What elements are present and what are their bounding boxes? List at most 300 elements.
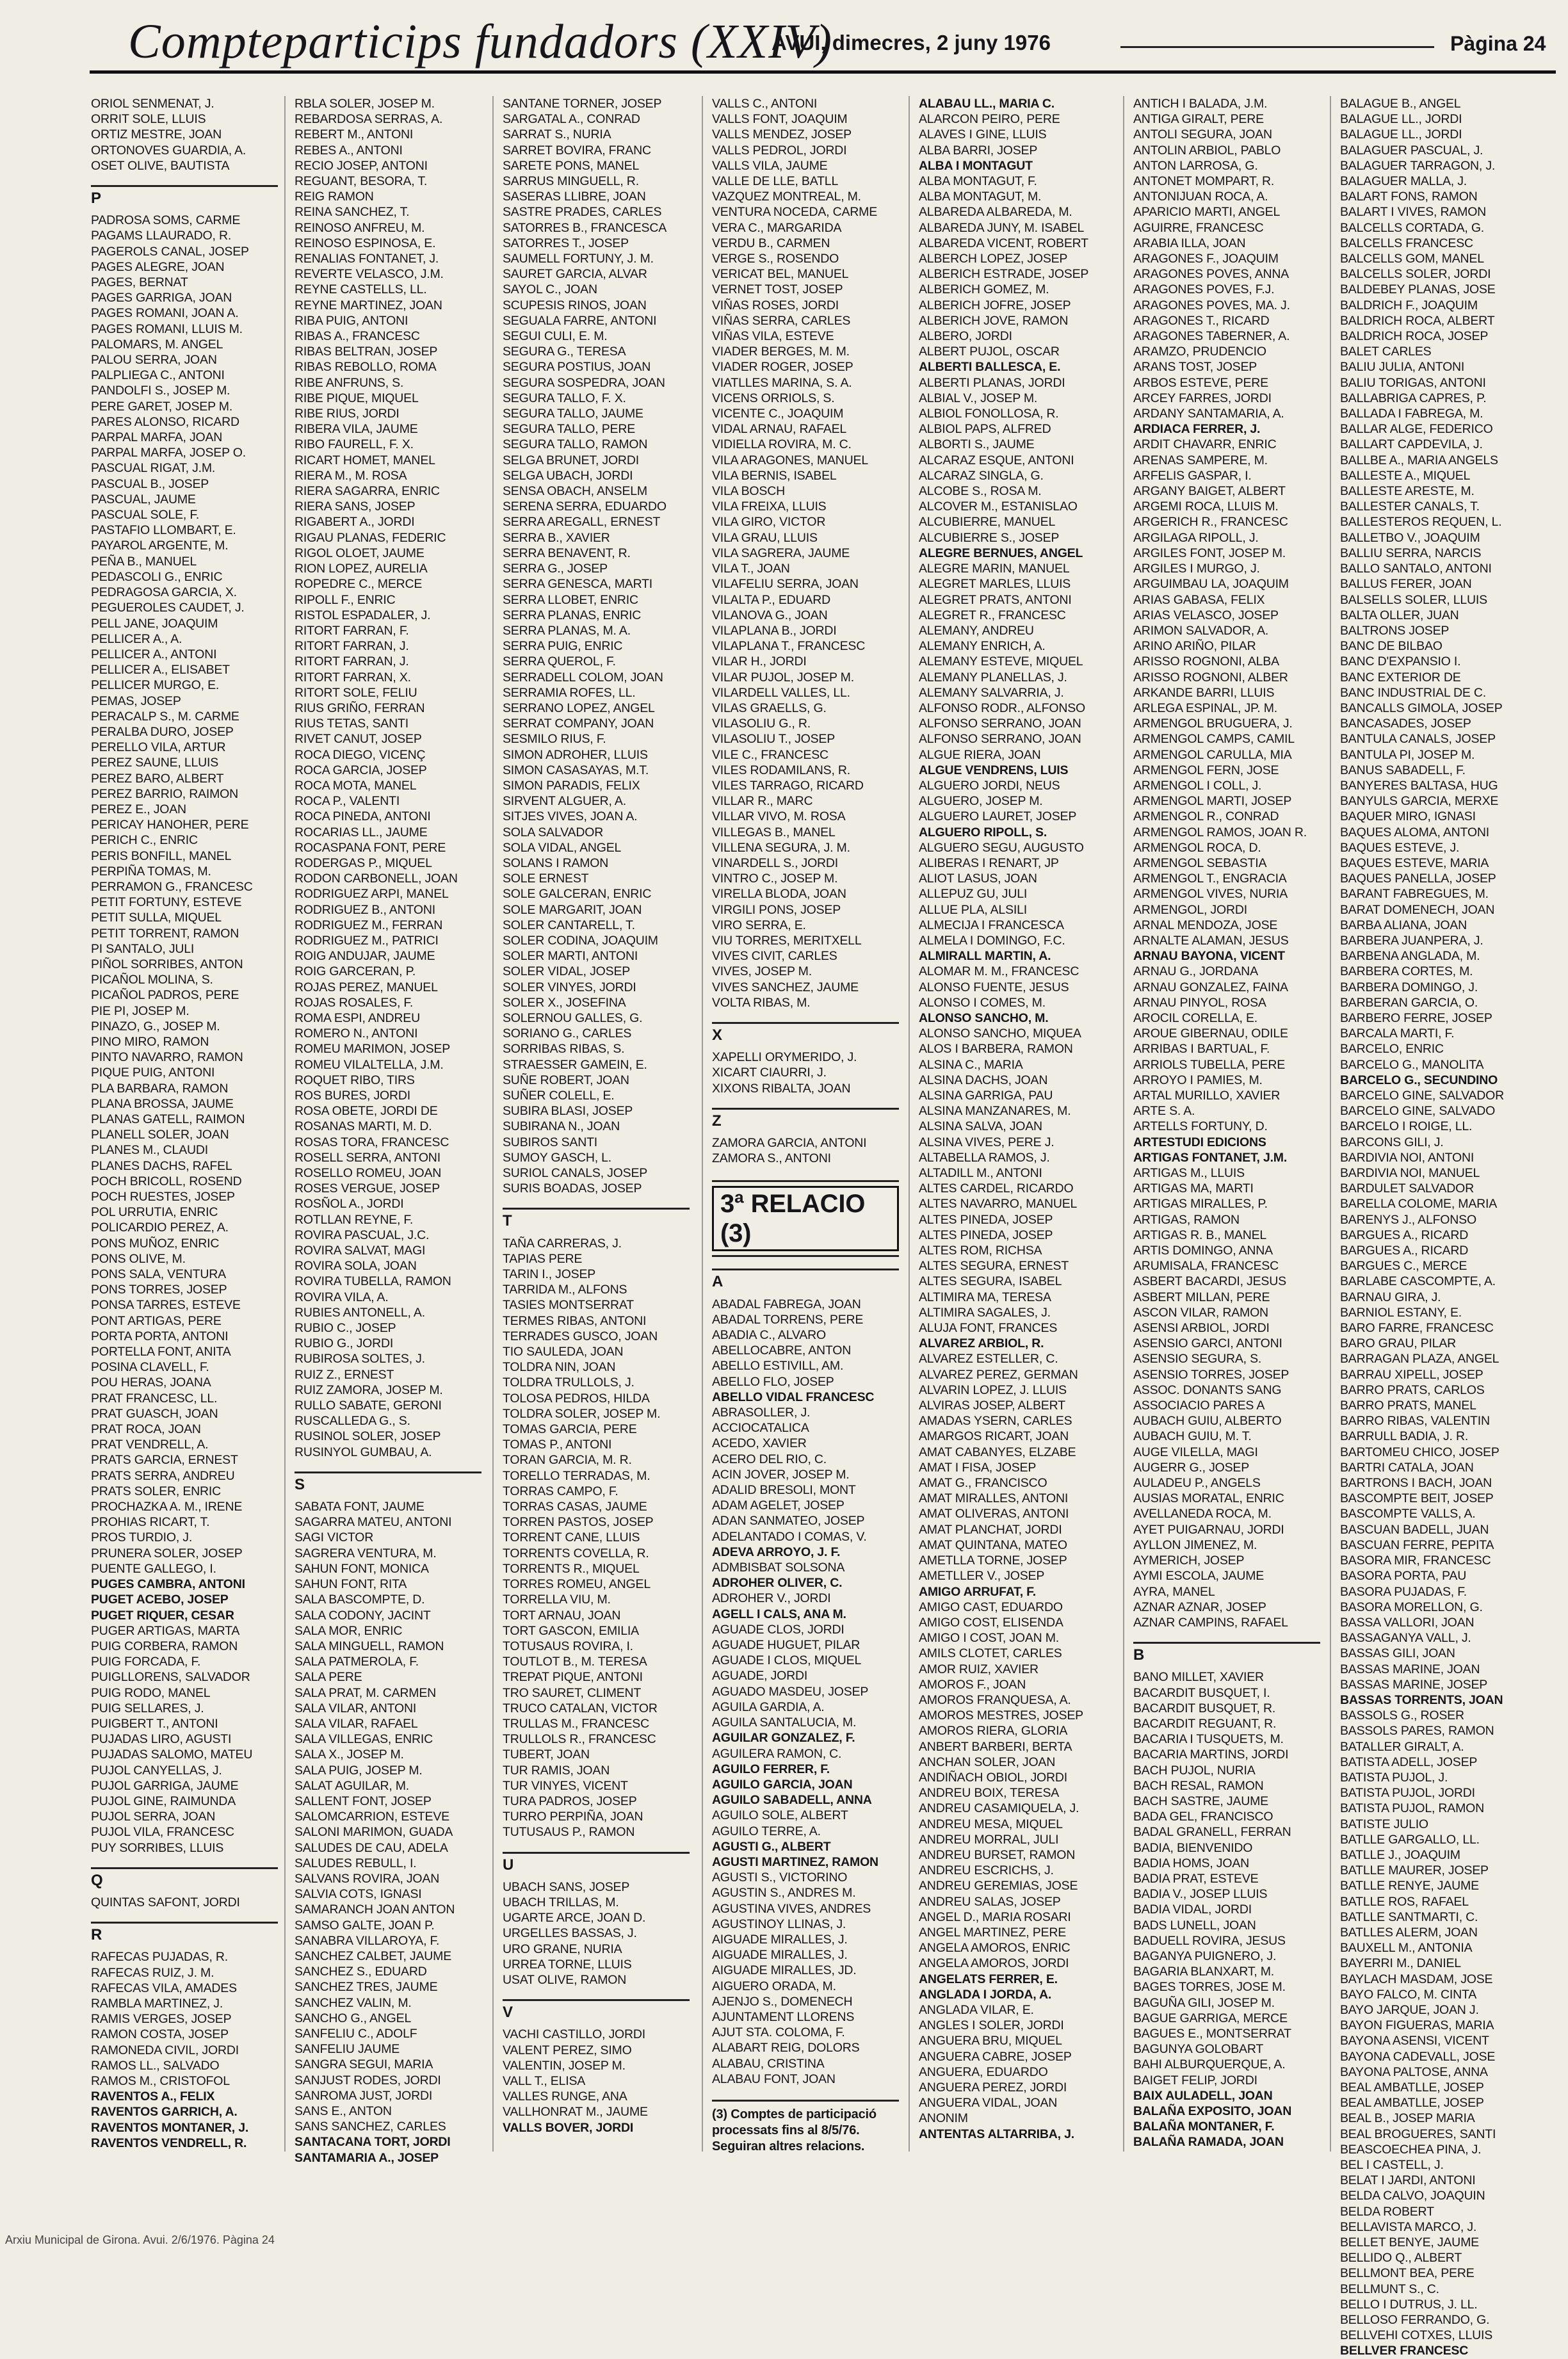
name-entry: BALCELLS SOLER, JORDI: [1340, 267, 1491, 282]
name-entry: AJUNTAMENT LLORENS: [712, 2009, 855, 2024]
name-entry: SOLER MARTI, ANTONI: [503, 949, 638, 964]
name-entry: XIXONS RIBALTA, JOAN: [712, 1081, 851, 1096]
name-entry: ALBA I MONTAGUT: [919, 158, 1033, 173]
name-entry: PUIGLLORENS, SALVADOR: [91, 1670, 250, 1685]
name-entry: BALIU TORIGAS, ANTONI: [1340, 375, 1486, 390]
name-entry: BARCALA MARTI, F.: [1340, 1026, 1455, 1041]
name-entry: SARRET BOVIRA, FRANC: [503, 143, 651, 158]
name-entry: RAMBLA MARTINEZ, J.: [91, 1996, 223, 2011]
name-entry: TORT ARNAU, JOAN: [503, 1608, 621, 1623]
name-entry: SERRANO LOPEZ, ANGEL: [503, 701, 655, 715]
name-entry: ASSOCIACIO PARES A: [1133, 1398, 1265, 1413]
name-entry: BACARDIT BUSQUET, R.: [1133, 1701, 1276, 1715]
name-entry: AMOR RUIZ, XAVIER: [919, 1662, 1039, 1676]
name-entry: VIÑAS ROSES, JORDI: [712, 298, 839, 312]
name-entry: RITORT FARRAN, J.: [295, 639, 409, 654]
name-entry: ARNAU GONZALEZ, FAINA: [1133, 980, 1288, 994]
name-entry: ROCASPANA FONT, PERE: [295, 840, 446, 855]
name-entry: PERRAMON G., FRANCESC: [91, 879, 253, 894]
name-entry: TORELLO TERRADAS, M.: [503, 1468, 651, 1483]
column-divider: [1123, 96, 1124, 2152]
name-entry: PONS MUÑOZ, ENRIC: [91, 1236, 220, 1251]
name-entry: RIUS GRIÑO, FERRAN: [295, 701, 425, 715]
name-entry: PELLICER A., A.: [91, 631, 182, 646]
name-entry: ROMEU VILALTELLA, J.M.: [295, 1057, 444, 1072]
name-entry: ARISSO ROGNONI, ALBA: [1133, 654, 1279, 669]
name-entry: SANABRA VILLAROYA, F.: [295, 1933, 440, 1948]
name-entry: SANCHEZ S., EDUARD: [295, 1965, 427, 1979]
name-entry: ALTES PINEDA, JOSEP: [919, 1228, 1053, 1242]
name-entry: ROVIRA SALVAT, MAGI: [295, 1244, 426, 1258]
name-entry: BACARDIT BUSQUET, I.: [1133, 1685, 1270, 1700]
name-entry: PROHIAS RICART, T.: [91, 1515, 210, 1530]
name-entry: VILASOLIU G., R.: [712, 717, 811, 731]
name-entry: SALA VILAR, RAFAEL: [295, 1716, 418, 1731]
name-entry: ACEDO, XAVIER: [712, 1436, 807, 1451]
name-entry: ALEMANY, ANDREU: [919, 623, 1034, 638]
name-entry: ADROHER OLIVER, C.: [712, 1576, 843, 1591]
name-entry: AUBACH GUIU, ALBERTO: [1133, 1414, 1282, 1429]
name-entry: VILES TARRAGO, RICARD: [712, 778, 864, 793]
name-entry: PELLICER A., ELISABET: [91, 663, 230, 677]
name-entry: AMAT QUINTANA, MATEO: [919, 1537, 1067, 1552]
name-entry: BASCOMPTE BEIT, JOSEP: [1340, 1491, 1494, 1506]
name-entry: BELLIDO Q., ALBERT: [1340, 2251, 1462, 2266]
name-entry: BAYONA PALTOSE, ANNA: [1340, 2064, 1488, 2079]
name-entry: ANTONIJUAN ROCA, A.: [1133, 190, 1268, 204]
name-entry: BAGANYA PUIGNERO, J.: [1133, 1949, 1277, 1963]
name-entry: RITORT FARRAN, J.: [295, 654, 409, 669]
name-entry: BADIA V., JOSEP LLUIS: [1133, 1887, 1268, 1902]
name-entry: AMIGO I COST, JOAN M.: [919, 1631, 1059, 1646]
name-entry: RIBE ANFRUNS, S.: [295, 375, 404, 390]
letter-heading: X: [712, 1022, 899, 1043]
name-entry: ASBERT BACARDI, JESUS: [1133, 1274, 1286, 1289]
name-entry: AGUADE CLOS, JORDI: [712, 1622, 845, 1637]
name-entry: SASERAS LLIBRE, JOAN: [503, 190, 646, 204]
name-entry: PUIG CORBERA, RAMON: [91, 1639, 238, 1653]
name-entry: ROSES VERGUE, JOSEP: [295, 1181, 440, 1196]
name-entry: ROSÑOL A., JORDI: [295, 1197, 404, 1212]
name-entry: SERRAT COMPANY, JOAN: [503, 717, 654, 731]
name-entry: PASCUAL B., JOSEP: [91, 476, 209, 491]
name-entry: BAGUNYA GOLOBART: [1133, 2042, 1264, 2057]
name-entry: ROCA GARCIA, JOSEP: [295, 763, 427, 777]
name-entry: SUBIRANA N., JOAN: [503, 1119, 620, 1134]
name-entry: TAPIAS PERE: [503, 1251, 583, 1266]
name-entry: RODON CARBONELL, JOAN: [295, 871, 458, 886]
name-entry: AZNAR CAMPINS, RAFAEL: [1133, 1615, 1288, 1630]
name-entry: VILA BERNIS, ISABEL: [712, 468, 837, 483]
name-entry: BARLABE CASCOMPTE, A.: [1340, 1274, 1496, 1289]
name-entry: BELLMUNT S., C.: [1340, 2282, 1439, 2296]
name-entry: VERGE S., ROSENDO: [712, 252, 839, 266]
name-entry: ARGILES I MURGO, J.: [1133, 562, 1260, 576]
name-entry: ALTES SEGURA, ISABEL: [919, 1274, 1062, 1289]
name-entry: SERRA B., XAVIER: [503, 530, 610, 545]
name-entry: ALGUERO, JOSEP M.: [919, 794, 1043, 809]
name-entry: TUBERT, JOAN: [503, 1747, 590, 1762]
name-entry: TURA PADROS, JOSEP: [503, 1794, 637, 1808]
name-entry: SUBIROS SANTI: [503, 1135, 598, 1149]
name-entry: AMOROS RIERA, GLORIA: [919, 1724, 1068, 1739]
name-entry: SALUDES REBULL, I.: [295, 1856, 417, 1870]
name-entry: ALBIAL V., JOSEP M.: [919, 391, 1038, 405]
name-entry: SERRA PLANAS, M. A.: [503, 623, 631, 638]
name-entry: AUSIAS MORATAL, ENRIC: [1133, 1491, 1284, 1506]
name-entry: ANDREU BURSET, RAMON: [919, 1847, 1076, 1862]
name-entry: REBERT M., ANTONI: [295, 127, 414, 142]
name-entry: BALAGUE LL., JORDI: [1340, 112, 1462, 127]
name-entry: ABELLOCABRE, ANTON: [712, 1343, 852, 1358]
name-entry: ALTES SEGURA, ERNEST: [919, 1259, 1069, 1274]
name-entry: BALAÑA EXPOSITO, JOAN: [1133, 2104, 1292, 2118]
name-entry: SURIOL CANALS, JOSEP: [503, 1166, 648, 1181]
name-entry: PONS TORRES, JOSEP: [91, 1283, 227, 1297]
name-entry: PUY SORRIBES, LLUIS: [91, 1840, 224, 1855]
name-entry: OSET OLIVE, BAUTISTA: [91, 158, 230, 173]
name-entry: PROS TURDIO, J.: [91, 1530, 193, 1545]
name-entry: SALA BASCOMPTE, D.: [295, 1593, 425, 1607]
name-entry: PALOU SERRA, JOAN: [91, 353, 217, 368]
name-entry: BAHI ALBURQUERQUE, A.: [1133, 2057, 1286, 2072]
name-entry: AVELLANEDA ROCA, M.: [1133, 1507, 1272, 1521]
name-entry: AMARGOS RICART, JOAN: [919, 1429, 1069, 1444]
name-entry: AGUSTI MARTINEZ, RAMON: [712, 1854, 878, 1869]
name-entry: URGELLES BASSAS, J.: [503, 1926, 637, 1941]
name-entry: BASORA PORTA, PAU: [1340, 1569, 1467, 1584]
name-entry: PORTA PORTA, ANTONI: [91, 1329, 229, 1343]
name-entry: BARCELO G., SECUNDINO: [1340, 1073, 1498, 1087]
name-entry: ANGLADA VILAR, E.: [919, 2002, 1034, 2017]
name-entry: ALEMANY PLANELLAS, J.: [919, 670, 1067, 685]
name-entry: BELLO I DUTRUS, J. LL.: [1340, 2297, 1478, 2312]
name-entry: SAGRERA VENTURA, M.: [295, 1546, 437, 1561]
archive-footer: Arxiu Municipal de Girona. Avui. 2/6/1976. Pàgina 24: [5, 2233, 275, 2246]
name-entry: SALAT AGUILAR, M.: [295, 1778, 410, 1793]
name-entry: PLANAS GATELL, RAIMON: [91, 1112, 245, 1126]
name-entry: PALOMARS, M. ANGEL: [91, 337, 223, 352]
name-entry: UBACH TRILLAS, M.: [503, 1895, 619, 1909]
name-entry: ARRIOLS TUBELLA, PERE: [1133, 1057, 1286, 1072]
name-entry: AROCIL CORELLA, E.: [1133, 1010, 1257, 1025]
name-entry: VIATLLES MARINA, S. A.: [712, 375, 852, 390]
name-entry: AIGUADE MIRALLES, JD.: [712, 1963, 857, 1978]
name-entry: ANGELA AMOROS, ENRIC: [919, 1941, 1071, 1956]
name-entry: RITORT FARRAN, X.: [295, 670, 411, 685]
name-entry: BANCALLS GIMOLA, JOSEP: [1340, 701, 1503, 715]
name-entry: RAVENTOS VENDRELL, R.: [91, 2136, 247, 2150]
name-entry: ANGELATS FERRER, E.: [919, 1972, 1058, 1986]
name-entry: SERRADELL COLOM, JOAN: [503, 670, 663, 685]
name-entry: ALMIRALL MARTIN, A.: [919, 949, 1051, 964]
name-entry: BASCUAN FERRE, PEPITA: [1340, 1537, 1494, 1552]
name-entry: BALIU JULIA, ANTONI: [1340, 360, 1465, 375]
name-entry: ALVAREZ ESTELLER, C.: [919, 1352, 1058, 1366]
name-entry: VALLS C., ANTONI: [712, 97, 818, 111]
name-entry: ADALID BRESOLI, MONT: [712, 1483, 856, 1498]
name-entry: RIGABERT A., JORDI: [295, 515, 415, 530]
name-entry: REBES A., ANTONI: [295, 143, 403, 158]
name-entry: BELLVER FRANCESC: [1340, 2344, 1469, 2358]
name-entry: ARTIGAS R. B., MANEL: [1133, 1228, 1267, 1242]
name-entry: ROMEU MARIMON, JOSEP: [295, 1042, 451, 1057]
name-entry: AGUILO GARCIA, JOAN: [712, 1777, 853, 1792]
name-entry: TRUCO CATALAN, VICTOR: [503, 1701, 658, 1715]
name-entry: SERRA BENAVENT, R.: [503, 546, 631, 560]
name-entry: RUBIO C., JOSEP: [295, 1321, 396, 1336]
name-entry: ANTICH I BALADA, J.M.: [1133, 97, 1268, 111]
name-entry: SENSA OBACH, ANSELM: [503, 484, 647, 499]
name-entry: VIRELLA BLODA, JOAN: [712, 887, 846, 902]
name-entry: AMAT CABANYES, ELZABE: [919, 1445, 1076, 1459]
name-entry: PIÑOL SORRIBES, ANTON: [91, 957, 243, 971]
name-entry: VICENTE C., JOAQUIM: [712, 407, 844, 421]
name-entry: VILA BOSCH: [712, 484, 785, 499]
name-entry: VALLS VILA, JAUME: [712, 158, 828, 173]
name-column-5: [919, 96, 1106, 2157]
name-entry: BALCELLS CORTADA, G.: [1340, 220, 1485, 235]
name-entry: BARDULET SALVADOR: [1340, 1181, 1474, 1196]
name-entry: BAGARIA BLANXART, M.: [1133, 1965, 1274, 1979]
column-divider: [702, 96, 703, 2152]
name-entry: ABADAL TORRENS, PERE: [712, 1312, 864, 1327]
name-entry: BADUELL ROVIRA, JESUS: [1133, 1933, 1286, 1948]
name-entry: RUBIO G., JORDI: [295, 1336, 394, 1351]
name-entry: AGELL I CALS, ANA M.: [712, 1607, 846, 1621]
name-entry: ASBERT MILLAN, PERE: [1133, 1290, 1270, 1304]
name-entry: URREA TORNE, LLUIS: [503, 1957, 632, 1972]
name-entry: SERRA AREGALL, ERNEST: [503, 515, 661, 530]
name-entry: SAHUN FONT, RITA: [295, 1577, 407, 1592]
name-entry: ARTIGAS, RAMON: [1133, 1212, 1240, 1227]
name-entry: ALFONSO RODR., ALFONSO: [919, 701, 1085, 715]
name-entry: RAMIS VERGES, JOSEP: [91, 2012, 232, 2027]
name-entry: APARICIO MARTI, ANGEL: [1133, 205, 1281, 220]
name-entry: ASSOC. DONANTS SANG: [1133, 1382, 1282, 1397]
name-entry: ROVIRA TUBELLA, RAMON: [295, 1274, 451, 1289]
name-entry: ARAMZO, PRUDENCIO: [1133, 345, 1266, 359]
name-entry: ARNAL MENDOZA, JOSE: [1133, 918, 1278, 932]
name-entry: PETIT TORRENT, RAMON: [91, 926, 239, 941]
name-entry: BALLETBO V., JOAQUIM: [1340, 530, 1480, 545]
name-entry: BATISTA PUJOL, J.: [1340, 1770, 1448, 1785]
name-entry: VILAPLANA T., FRANCESC: [712, 639, 866, 654]
name-entry: ARMENGOL, JORDI: [1133, 902, 1247, 917]
name-entry: AGUILO FERRER, F.: [712, 1762, 830, 1776]
name-entry: VILA GIRO, VICTOR: [712, 515, 826, 530]
name-entry: ADAN SANMATEO, JOSEP: [712, 1514, 865, 1528]
name-entry: TORRELLA VIU, M.: [503, 1593, 611, 1607]
name-entry: PALPLIEGA C., ANTONI: [91, 368, 225, 383]
name-entry: ARAGONES T., RICARD: [1133, 313, 1270, 328]
name-entry: ROJAS PEREZ, MANUEL: [295, 980, 438, 994]
name-entry: VALL T., ELISA: [503, 2073, 586, 2088]
name-entry: PINTO NAVARRO, RAMON: [91, 1050, 243, 1065]
name-entry: RIGAU PLANAS, FEDERIC: [295, 530, 446, 545]
name-entry: REINOSO ANFREU, M.: [295, 220, 425, 235]
name-entry: BANTULA CANALS, JOSEP: [1340, 732, 1496, 747]
name-entry: PUGER ARTIGAS, MARTA: [91, 1623, 240, 1638]
name-entry: BALLABRIGA CAPRES, P.: [1340, 391, 1487, 405]
name-entry: ANBERT BARBERI, BERTA: [919, 1739, 1072, 1754]
name-entry: BARRO PRATS, CARLOS: [1340, 1382, 1485, 1397]
name-entry: BALLBE A., MARIA ANGELS: [1340, 453, 1498, 467]
name-entry: ARAGONES POVES, ANNA: [1133, 267, 1289, 282]
name-entry: AMAT G., FRANCISCO: [919, 1476, 1047, 1491]
name-entry: PUGET ACEBO, JOSEP: [91, 1593, 229, 1607]
name-entry: TOLDRA NIN, JOAN: [503, 1360, 616, 1375]
name-entry: AGUILERA RAMON, C.: [712, 1746, 842, 1761]
name-entry: AGUILAR GONZALEZ, F.: [712, 1731, 855, 1746]
name-entry: AIGUADE MIRALLES, J.: [712, 1932, 848, 1947]
name-entry: ARGILAGA RIPOLL, J.: [1133, 530, 1259, 545]
name-entry: SALA PRAT, M. CARMEN: [295, 1685, 437, 1700]
name-entry: ALLUE PLA, ALSILI: [919, 902, 1027, 917]
name-entry: TORAN GARCIA, M. R.: [503, 1453, 632, 1468]
name-entry: SUMOY GASCH, L.: [503, 1150, 612, 1165]
name-entry: RIVET CANUT, JOSEP: [295, 732, 422, 747]
name-entry: RAFECAS VILA, AMADES: [91, 1981, 237, 1995]
name-entry: VALLS MENDEZ, JOSEP: [712, 127, 852, 142]
name-entry: SAMARANCH JOAN ANTON: [295, 1902, 455, 1917]
name-entry: RIBE PIQUE, MIQUEL: [295, 391, 419, 405]
name-entry: PI SANTALO, JULI: [91, 941, 195, 956]
name-entry: BASSAS TORRENTS, JOAN: [1340, 1692, 1503, 1707]
name-entry: BADAL GRANELL, FERRAN: [1133, 1825, 1291, 1840]
name-entry: ARGEMI ROCA, LLUIS M.: [1133, 499, 1279, 514]
name-entry: ARMENGOL RAMOS, JOAN R.: [1133, 825, 1307, 839]
name-entry: ARDIACA FERRER, J.: [1133, 422, 1261, 437]
name-entry: SANCHEZ CALBET, JAUME: [295, 1949, 452, 1963]
name-entry: ABELLO FLO, JOSEP: [712, 1374, 834, 1389]
name-entry: VINTRO C., JOSEP M.: [712, 871, 838, 886]
name-entry: SERRA LLOBET, ENRIC: [503, 592, 638, 607]
name-entry: SATORRES T., JOSEP: [503, 236, 629, 250]
name-entry: ARAGONES POVES, F.J.: [1133, 282, 1275, 297]
name-entry: RUBIROSA SOLTES, J.: [295, 1352, 425, 1366]
name-entry: BARANT FABREGUES, M.: [1340, 887, 1489, 902]
name-entry: BARRAGAN PLAZA, ANGEL: [1340, 1352, 1499, 1366]
name-entry: ARRIBAS I BARTUAL, F.: [1133, 1042, 1270, 1057]
name-entry: REGUANT, BESORA, T.: [295, 174, 428, 189]
name-entry: RAVENTOS MONTANER, J.: [91, 2120, 249, 2135]
name-entry: AIGUADE MIRALLES, J.: [712, 1948, 848, 1963]
name-entry: PLANA BROSSA, JAUME: [91, 1096, 234, 1111]
name-entry: ARENAS SAMPERE, M.: [1133, 453, 1268, 467]
name-entry: BARRO PRATS, MANEL: [1340, 1398, 1476, 1413]
name-entry: VILA FREIXA, LLUIS: [712, 499, 827, 514]
name-entry: BARTOMEU CHICO, JOSEP: [1340, 1445, 1499, 1459]
name-entry: SANTANE TORNER, JOSEP: [503, 97, 662, 111]
name-entry: BATISTA PUJOL, JORDI: [1340, 1786, 1475, 1801]
name-entry: AMOROS FRANQUESA, A.: [919, 1692, 1071, 1707]
name-entry: BALLESTE A., MIQUEL: [1340, 468, 1471, 483]
name-entry: ASENSIO GARCI, ANTONI: [1133, 1336, 1282, 1351]
name-entry: ALCARAZ SINGLA, G.: [919, 468, 1044, 483]
name-entry: SURIS BOADAS, JOSEP: [503, 1181, 642, 1196]
name-entry: ROVIRA VILA, A.: [295, 1290, 389, 1304]
name-entry: RIBAS REBOLLO, ROMA: [295, 360, 437, 375]
name-entry: ANDREU MESA, MIQUEL: [919, 1817, 1063, 1831]
letter-heading: S: [295, 1471, 481, 1493]
name-entry: SOLER CODINA, JOAQUIM: [503, 933, 658, 948]
name-entry: AMAT I FISA, JOSEP: [919, 1460, 1037, 1475]
name-entry: TURRO PERPIÑA, JOAN: [503, 1810, 643, 1824]
name-entry: ALBERTI BALLESCA, E.: [919, 360, 1061, 375]
letter-heading: T: [503, 1208, 690, 1229]
name-entry: VILES RODAMILANS, R.: [712, 763, 850, 777]
name-entry: BALAGUER PASCUAL, J.: [1340, 143, 1483, 158]
name-entry: PICAÑOL PADROS, PERE: [91, 988, 239, 1003]
name-entry: BATLLE GARGALLO, LL.: [1340, 1832, 1480, 1847]
name-entry: ALABAU LL., MARIA C.: [919, 97, 1055, 111]
name-entry: PIQUE PUIG, ANTONI: [91, 1066, 215, 1080]
name-entry: BADIA VIDAL, JORDI: [1133, 1902, 1252, 1917]
name-entry: PRUNERA SOLER, JOSEP: [91, 1546, 243, 1561]
name-entry: ALAVES I GINE, LLUIS: [919, 127, 1047, 142]
name-entry: SEGURA POSTIUS, JOAN: [503, 360, 651, 375]
name-entry: PANDOLFI S., JOSEP M.: [91, 384, 230, 398]
name-entry: SARRUS MINGUELL, R.: [503, 174, 639, 189]
name-entry: BARRO RIBAS, VALENTIN: [1340, 1414, 1490, 1429]
name-entry: BEAL B., JOSEP MARIA: [1340, 2111, 1475, 2126]
name-entry: BALTRONS JOSEP: [1340, 623, 1450, 638]
name-entry: VILA GRAU, LLUIS: [712, 530, 818, 545]
name-entry: STRAESSER GAMEIN, E.: [503, 1057, 647, 1072]
name-entry: ALEGRE MARIN, MANUEL: [919, 562, 1070, 576]
name-entry: ANONIM: [919, 2111, 968, 2126]
name-entry: ANTOLIN ARBIOL, PABLO: [1133, 143, 1281, 158]
name-entry: TARRIDA M., ALFONS: [503, 1283, 627, 1297]
name-entry: ALMELA I DOMINGO, F.C.: [919, 933, 1065, 948]
name-entry: ARTELLS FORTUNY, D.: [1133, 1119, 1268, 1134]
name-entry: ALVAREZ ARBIOL, R.: [919, 1336, 1044, 1351]
name-entry: ORIOL SENMENAT, J.: [91, 97, 214, 111]
name-entry: BATLLE J., JOAQUIM: [1340, 1847, 1460, 1862]
name-entry: ALBERICH JOVE, RAMON: [919, 313, 1069, 328]
name-entry: XICART CIAURRI, J.: [712, 1066, 827, 1080]
name-entry: ARIAS GABASA, FELIX: [1133, 592, 1265, 607]
name-entry: BELDA ROBERT: [1340, 2204, 1434, 2219]
name-entry: SELGA BRUNET, JORDI: [503, 453, 639, 467]
name-entry: ABADAL FABREGA, JOAN: [712, 1297, 861, 1311]
name-entry: ZAMORA GARCIA, ANTONI: [712, 1136, 867, 1150]
name-entry: VALLES RUNGE, ANA: [503, 2089, 627, 2104]
name-entry: ARMENGOL CARULLA, MIA: [1133, 747, 1292, 762]
name-entry: ANGELA AMOROS, JORDI: [919, 1956, 1069, 1971]
name-entry: TOLDRA TRULLOLS, J.: [503, 1375, 634, 1390]
name-entry: VILAS GRAELLS, G.: [712, 701, 827, 715]
name-entry: BAQUES ESTEVE, MARIA: [1340, 855, 1489, 870]
name-entry: ALUJA FONT, FRANCES: [919, 1321, 1058, 1336]
letter-heading: R: [91, 1922, 278, 1943]
name-entry: BEAL AMBATLLE, JOSEP: [1340, 2080, 1484, 2095]
name-entry: ARGILES FONT, JOSEP M.: [1133, 546, 1286, 560]
name-entry: ARNALTE ALAMAN, JESUS: [1133, 933, 1289, 948]
name-entry: ARGANY BAIGET, ALBERT: [1133, 484, 1286, 499]
name-entry: PARES ALONSO, RICARD: [91, 414, 239, 429]
name-entry: RBLA SOLER, JOSEP M.: [295, 97, 435, 111]
name-entry: ALCUBIERRE S., JOSEP: [919, 530, 1060, 545]
name-entry: SALOMCARRION, ESTEVE: [295, 1810, 449, 1824]
name-entry: SANCHO G., ANGEL: [295, 2011, 412, 2025]
name-entry: BALCELLS FRANCESC: [1340, 236, 1473, 250]
name-entry: AMIGO ARRUFAT, F.: [919, 1584, 1036, 1599]
name-entry: RISTOL ESPADALER, J.: [295, 608, 431, 622]
name-entry: BALLESTE ARESTE, M.: [1340, 484, 1475, 499]
name-entry: ARUMISALA, FRANCESC: [1133, 1259, 1279, 1274]
